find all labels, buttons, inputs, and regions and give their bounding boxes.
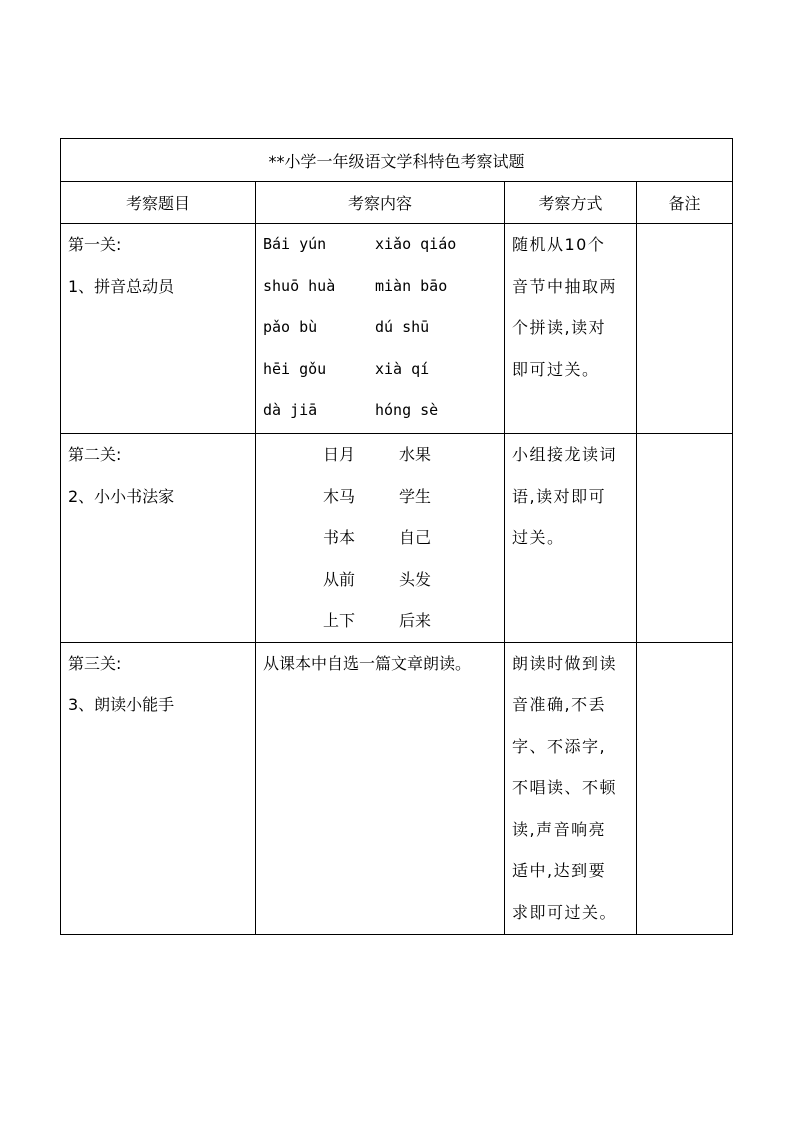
method-line: 读,声音响亮	[512, 819, 607, 839]
word: 木马	[323, 486, 356, 506]
method-line: 适中,达到要	[512, 861, 607, 880]
header-note: 备注	[637, 182, 733, 224]
method-line: 朗读时做到读	[512, 653, 618, 673]
header-method: 考察方式	[505, 182, 637, 224]
exam-table	[60, 138, 733, 935]
stage-label: 第二关:	[68, 445, 122, 464]
word: 水果	[399, 445, 432, 464]
word-row	[256, 600, 504, 642]
header-topic: 考察题目	[61, 182, 256, 224]
pinyin-list	[256, 224, 505, 434]
stage-name: 2、小小书法家	[68, 486, 175, 506]
word: 从前	[323, 569, 356, 589]
method-line: 小组接龙读词	[512, 445, 618, 464]
table-row	[61, 224, 733, 434]
pinyin-word: shuō huà	[263, 276, 336, 295]
stage-cell	[61, 224, 256, 434]
word: 自己	[399, 528, 432, 547]
word: 后来	[399, 611, 432, 630]
method-line: 求即可过关。	[512, 902, 618, 922]
method-line: 不唱读、不顿	[512, 778, 618, 797]
method-line: 过关。	[512, 528, 565, 547]
pinyin-word: pǎo bù	[263, 318, 318, 336]
word-list	[256, 434, 505, 643]
method-line: 字、不添字,	[512, 736, 607, 756]
word-row	[256, 476, 504, 518]
pinyin-row	[263, 307, 504, 349]
word: 学生	[399, 486, 432, 506]
header-content: 考察内容	[256, 182, 505, 224]
method-line: 音节中抽取两	[512, 276, 618, 296]
stage-label: 第三关:	[68, 653, 122, 673]
pinyin-row	[263, 224, 504, 266]
stage-name: 1、拼音总动员	[68, 276, 175, 296]
table-row	[61, 642, 733, 934]
word: 头发	[399, 569, 432, 589]
method-cell	[505, 642, 637, 934]
pinyin-row	[263, 349, 504, 391]
method-cell	[505, 224, 637, 434]
method-cell	[505, 434, 637, 643]
method-line: 音准确,不丢	[512, 695, 607, 714]
method-line: 即可过关。	[512, 359, 600, 379]
content-text: 从课本中自选一篇文章朗读。	[263, 653, 472, 673]
stage-cell	[61, 642, 256, 934]
note-cell	[637, 642, 733, 934]
note-cell	[637, 224, 733, 434]
word: 上下	[323, 611, 356, 630]
word: 书本	[323, 528, 356, 547]
method-line: 随机从10个	[512, 235, 606, 254]
note-cell	[637, 434, 733, 643]
word-row	[256, 434, 504, 476]
pinyin-word: hēi gǒu	[263, 359, 327, 378]
table-row	[61, 434, 733, 643]
pinyin-word: miàn bāo	[375, 276, 448, 295]
content-cell	[256, 642, 505, 934]
pinyin-row	[263, 390, 504, 432]
stage-label: 第一关:	[68, 235, 122, 254]
stage-cell	[61, 434, 256, 643]
pinyin-word: xià qí	[375, 359, 430, 378]
table-title: **小学一年级语文学科特色考察试题	[61, 139, 733, 182]
pinyin-word: dà jiā	[263, 401, 318, 419]
method-line: 语,读对即可	[512, 486, 607, 506]
pinyin-row	[263, 266, 504, 308]
method-line: 个拼读,读对	[512, 318, 607, 337]
pinyin-word: hóng sè	[375, 401, 439, 419]
stage-name: 3、朗读小能手	[68, 695, 175, 714]
pinyin-word: xiǎo qiáo	[375, 235, 457, 253]
pinyin-word: Bái yún	[263, 235, 327, 253]
pinyin-word: dú shū	[375, 318, 430, 336]
word-row	[256, 559, 504, 601]
word-row	[256, 517, 504, 559]
word: 日月	[323, 445, 356, 464]
